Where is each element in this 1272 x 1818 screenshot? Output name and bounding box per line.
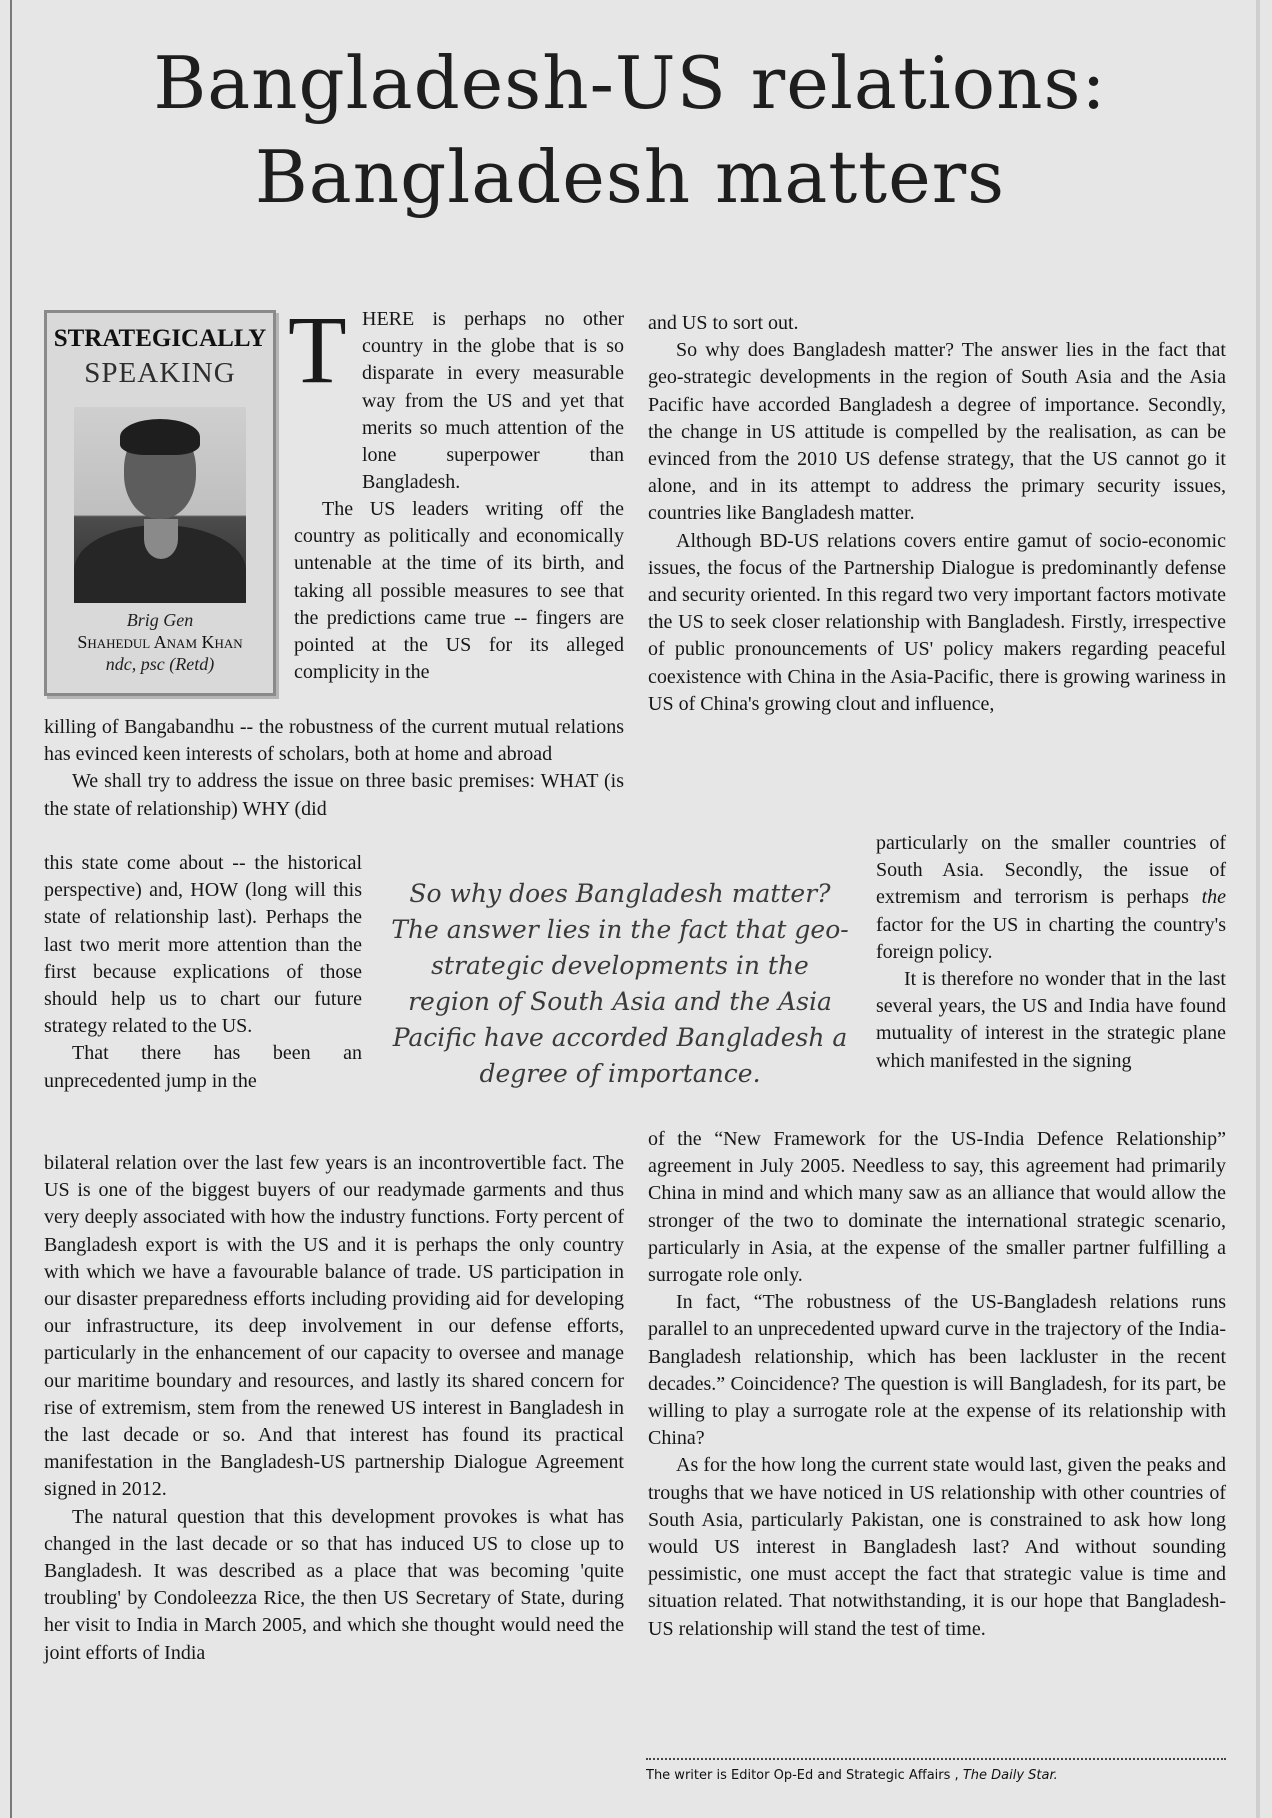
publication-name: The Daily Star. bbox=[962, 1768, 1058, 1783]
writer-note-text: The writer is Editor Op-Ed and Strategic Affairs , bbox=[646, 1768, 959, 1783]
page-left-rule bbox=[10, 0, 12, 1818]
left-paragraph-3-part-1: We shall try to address the issue on three basic premises: WHAT (is the state of relationship) WHY (did bbox=[44, 770, 624, 820]
right-paragraph-3-text-b: factor for the US in charting the country's foreign policy. bbox=[876, 913, 1226, 963]
writer-note bbox=[646, 1766, 1246, 1786]
author-credentials: ndc, psc (Retd) bbox=[105, 654, 215, 674]
left-paragraph-3-part-2: this state come about -- the historical perspective) and, HOW (long will this state of relationship last). Perhaps the last two merit more attention than the first because explications of those should help us to chart our future strategy related to the US. bbox=[44, 852, 362, 1038]
right-paragraph-4-part-2: of the “New Framework for the US-India Defence Relationship” agreement in July 2005. Needless to say, this agreement had primarily China in mind and which many saw as an alliance that would allow the stronger of the two to dominate the international strategic scenario, particularly in Asia, at the expense of the smaller partner fulfilling a surrogate role only. bbox=[648, 1128, 1226, 1287]
pull-quote: So why does Bangladesh matter? The answer lies in the fact that geo-strategic developments in the region of South Asia and the Asia Pacific have accorded Bangladesh a degree of importance. bbox=[391, 879, 849, 1088]
right-narrow-block bbox=[876, 830, 1226, 1075]
author-name: Shahedul Anam Khan bbox=[77, 632, 243, 652]
right-paragraph-4-part-1: It is therefore no wonder that in the last several years, the US and India have found mutuality of interest in the strategic plane which manifested in the signing bbox=[876, 968, 1226, 1072]
left-paragraph-2-part-2: killing of Bangabandhu -- the robustness of the current mutual relations has evinced keen interests of scholars, both at home and abroad bbox=[44, 716, 624, 766]
right-paragraph-3-part-1: Although BD-US relations covers entire gamut of socio-economic issues, the focus of the Partnership Dialogue is predominantly defense and security oriented. In this regard two very important factors motivate the US to seek closer relationship with Bangladesh. Firstly, irrespective of public pronouncements of US' policy makers regarding peaceful coexistence with China in the Asia-Pacific, there is growing wariness in US of China's growing clout and influence, bbox=[648, 529, 1226, 715]
author-photo-collar bbox=[144, 519, 178, 559]
left-paragraph-4-part-2: bilateral relation over the last few years is an incontrovertible fact. The US is one of the biggest buyers of our readymade garments and thus very deeply associated with how the industry functions. Forty percent of Bangladesh export is with the US and it is perhaps the only country with which we have a favourable balance of trade. US participation in our disaster preparedness efforts including providing aid for developing our infrastructure, its deep involvement in our defense efforts, particularly in the enhancement of our capacity to oversee and manage our maritime boundary and resources, and lastly its shared concern for rise of extremism, stem from the renewed US interest in Bangladesh in the last decade or so. And that interest has found its practical manifestation in the Bangladesh-US partnership Dialogue Agreement signed in 2012. bbox=[44, 1152, 624, 1501]
right-paragraph-5: In fact, “The robustness of the US-Bangladesh relations runs parallel to an unprecedented upward curve in the trajectory of the India-Bangladesh relationship, which has been lackluster in the recent decades.” Coincidence? The question is will Bangladesh, for its part, be willing to play a surrogate role at the expense of its relationship with China? bbox=[648, 1291, 1226, 1450]
column-label-line-1: STRATEGICALLY bbox=[53, 325, 267, 352]
column-sig-box bbox=[44, 310, 276, 696]
right-paragraph-1: and US to sort out. bbox=[648, 312, 799, 334]
author-photo bbox=[74, 407, 246, 603]
right-paragraph-2: So why does Bangladesh matter? The answer lies in the fact that geo-strategic developments in the region of South Asia and the Asia Pacific have accorded Bangladesh a degree of importance. Secondly, the change in US attitude is compelled by the realisation, as can be evinced from the 2010 US defense strategy, that the US cannot go it alone, and in its attempt to address the primary security issues, countries like Bangladesh matter. bbox=[648, 339, 1226, 525]
right-paragraph-6: As for the how long the current state would last, given the peaks and troughs that we have noticed in US relationship with other countries of South Asia, particularly Pakistan, one is constrained to ask how long would US interest in Bangladesh last? And without sounding pessimistic, one must accept the fact that strategic value is time and situation related. That notwithstanding, it is our hope that Bangladesh-US relationship will stand the test of time. bbox=[648, 1454, 1226, 1640]
page-right-edge bbox=[1256, 0, 1260, 1818]
headline-line-1: Bangladesh-US relations: bbox=[153, 41, 1107, 125]
left-paragraph-2-part-1: The US leaders writing off the country as politically and economically untenable at the time of its birth, and taking all possible measures to see that the predictions came true -- fingers are pointed at the US for its alleged complicity in the bbox=[294, 498, 624, 684]
footer-dotted-rule bbox=[646, 1758, 1226, 1760]
headline-line-2: Bangladesh matters bbox=[254, 135, 1006, 219]
right-paragraph-3-emphasis: the bbox=[1201, 886, 1226, 909]
left-paragraph-4-part-1: That there has been an unprecedented jump in the bbox=[44, 1042, 362, 1092]
left-narrow-block-1 bbox=[294, 496, 624, 686]
left-intro-text bbox=[362, 306, 624, 496]
right-wide-block-2 bbox=[648, 1126, 1226, 1643]
left-paragraph-1: HERE is perhaps no other country in the globe that is so disparate in every measurable way from the US and yet that merits so much attention of the lone superpower than Bangladesh. bbox=[362, 308, 624, 494]
headline bbox=[40, 36, 1220, 224]
author-photo-hair bbox=[120, 419, 200, 455]
right-paragraph-3-text-a: particularly on the smaller countries of South Asia. Secondly, the issue of extremism and terrorism is perhaps bbox=[876, 832, 1226, 909]
left-wide-block-1 bbox=[44, 714, 624, 823]
author-rank: Brig Gen bbox=[126, 610, 194, 630]
drop-cap: T bbox=[288, 296, 347, 403]
column-label-line-2: SPEAKING bbox=[84, 357, 236, 389]
left-wide-block-2 bbox=[44, 1150, 624, 1667]
right-wide-block-1 bbox=[648, 310, 1226, 718]
left-paragraph-5: The natural question that this development provokes is what has changed in the last decade or so that has induced US to close up to Bangladesh. It was described as a place that was becoming 'quite troubling' by Condoleezza Rice, the then US Secretary of State, during her visit to India in March 2005, and which she thought would need the joint efforts of India bbox=[44, 1505, 624, 1664]
right-paragraph-3-part-2 bbox=[876, 830, 1226, 966]
left-narrow-block-2 bbox=[44, 850, 362, 1095]
